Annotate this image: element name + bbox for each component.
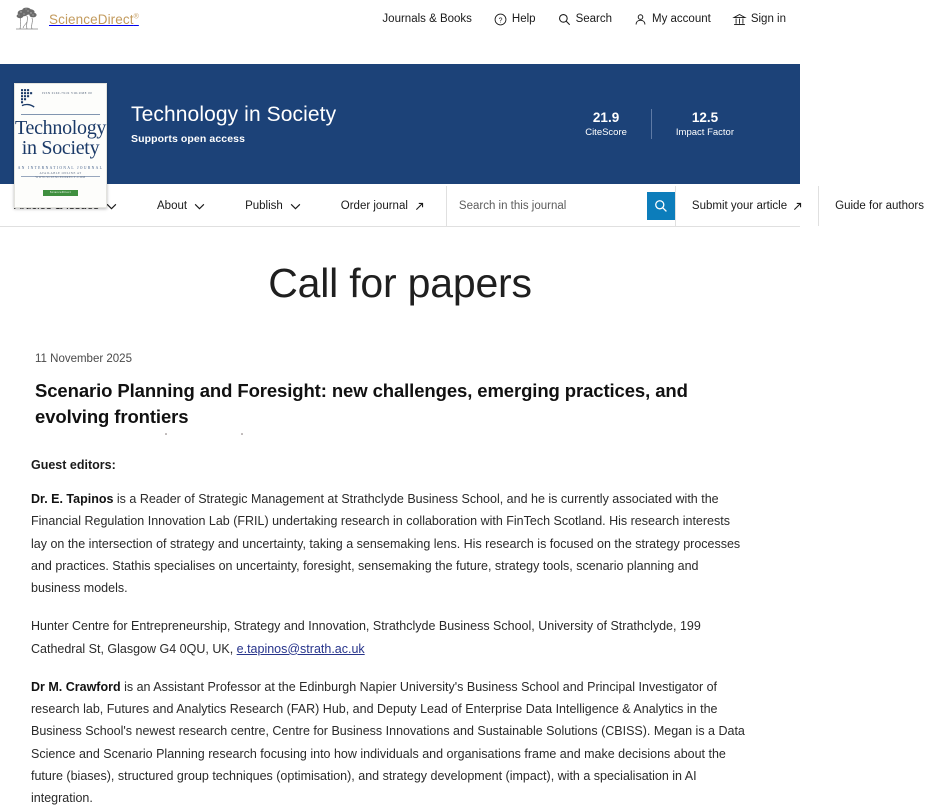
open-access-note: Supports open access — [131, 133, 246, 146]
sciencedirect-wordmark: ScienceDirect® — [49, 11, 139, 27]
main-content — [0, 261, 800, 809]
search-input[interactable] — [447, 186, 647, 226]
journal-title: Technology in Society — [131, 102, 337, 126]
nav-help-label: Help — [511, 13, 536, 25]
site-utility-bar — [0, 0, 800, 38]
jnav-publish[interactable] — [245, 200, 323, 212]
metric-impact-factor-value: 12.5 — [691, 109, 719, 125]
editor-affiliation-tapinos-text: Hunter Centre for Entrepreneurship, Strategy and Innovation, Strathclyde Business School, University of Strathclyde, 199 Cathedral St, Glasgow G4 0QU, UK, — [31, 619, 701, 656]
utility-nav — [382, 13, 786, 26]
guest-editors-heading: Guest editors: — [31, 458, 116, 473]
publication-date: 11 November 2025 — [35, 353, 132, 366]
cover-footer — [15, 171, 106, 199]
person-icon — [634, 13, 647, 26]
nav-journals-and-books-label: Journals & Books — [382, 13, 472, 25]
journal-metrics — [561, 64, 758, 184]
journal-nav — [0, 186, 924, 227]
elsevier-logo-icon — [21, 89, 38, 110]
journal-banner — [0, 38, 800, 194]
svg-text:?: ? — [498, 16, 503, 24]
jnav-publish-label: Publish — [245, 200, 283, 212]
editor-affiliation-tapinos — [31, 615, 747, 660]
submit-your-article-link[interactable] — [675, 186, 818, 226]
nav-help[interactable] — [494, 13, 536, 26]
submit-your-article-label: Submit your article — [691, 200, 788, 212]
nav-sign-in[interactable] — [733, 13, 786, 26]
jnav-about-label: About — [157, 200, 188, 212]
nav-my-account[interactable] — [634, 13, 711, 26]
search-icon — [558, 13, 571, 26]
decorative-dot — [165, 433, 167, 435]
jnav-order-journal[interactable] — [341, 200, 446, 212]
nav-search[interactable] — [558, 13, 612, 26]
jnav-about[interactable] — [157, 200, 227, 212]
external-link-arrow-icon — [793, 202, 802, 211]
metric-impact-factor[interactable] — [651, 109, 758, 140]
editor-name-crawford: Dr M. Crawford — [31, 679, 121, 694]
chevron-down-icon — [194, 203, 205, 210]
journal-cover-image[interactable] — [14, 83, 107, 208]
search-submit-button[interactable] — [647, 192, 675, 220]
journal-nav-right — [675, 186, 940, 226]
metric-citescore[interactable] — [561, 109, 651, 140]
nav-my-account-label: My account — [652, 13, 711, 25]
nav-sign-in-label: Sign in — [750, 13, 786, 25]
metric-citescore-label: CiteScore — [585, 126, 627, 138]
cover-footer-text: AVAILABLE ONLINE AT WWW.SCIENCEDIRECT.COM — [35, 170, 86, 179]
editor-bio-tapinos-text: is a Reader of Strategic Management at Strathclyde Business School, and he is currently associated with the Financial Regulation Innovation Lab (FRIL) undertaking research in collaboration with FinTech Scotland. His research interests lay on the intersection of strategy and uncertainty, taking a sensemaking lens. His research is focused on the strategy processes and practices. Stathis specialises on uncertainty, foresight, sensemaking the future, strategy tools, scenario planning and business models. — [31, 492, 741, 596]
external-link-arrow-icon — [415, 202, 424, 211]
editor-bio-tapinos — [31, 488, 747, 599]
banner-text-block — [131, 64, 336, 184]
guide-for-authors-label: Guide for authors — [835, 200, 924, 212]
cover-divider-top — [21, 114, 100, 115]
guide-for-authors-link[interactable] — [818, 186, 940, 226]
trademark-mark: ® — [133, 13, 139, 20]
editor-name-tapinos: Dr. E. Tapinos — [31, 492, 114, 507]
cover-issn-text: ISSN 0160-791X VOLUME 00 — [42, 91, 93, 95]
decorative-dot — [241, 433, 243, 435]
editor-bio-crawford-text: is an Assistant Professor at the Edinburgh Napier University's Business School and Principal Investigator of research lab, Futures and Analytics Research (FAR) Hub, and Deputy Lead of Enterprise Data Intelligence & Analytics in the Business School's newest research centre, Centre for Business Innovations and Sustainable Solutions (CBISS). Megan is a Data Science and Scenario Planning research focusing into how individuals and organisations frame and make decisions about the future (biases), structured group techniques (optimisation), and strategy development (impact), with a specialisation in AI integration. — [31, 679, 745, 806]
cover-title-line2: in Society — [21, 137, 100, 160]
chevron-down-icon — [106, 203, 117, 210]
decorative-dots — [35, 429, 770, 438]
page-title: Call for papers — [268, 260, 532, 306]
metric-citescore-value: 21.9 — [592, 109, 620, 125]
metric-impact-factor-label: Impact Factor — [675, 126, 734, 138]
cover-footer-badge: ScienceDirect — [43, 190, 78, 196]
sciencedirect-logo-link[interactable] — [14, 6, 139, 32]
cover-title — [15, 118, 106, 159]
sciencedirect-tree-icon — [14, 6, 40, 32]
editor-email-link-tapinos[interactable]: e.tapinos@strath.ac.uk — [236, 641, 365, 656]
journal-search — [446, 186, 675, 226]
cover-title-line1: Technology — [15, 117, 107, 139]
call-for-papers-title: Scenario Planning and Foresight: new challenges, emerging practices, and evolving frontiers — [35, 380, 688, 427]
editor-bio-crawford — [31, 676, 747, 809]
help-circle-icon — [494, 13, 507, 26]
search-icon — [654, 199, 668, 213]
chevron-down-icon — [290, 203, 301, 210]
nav-search-label: Search — [575, 13, 613, 25]
institution-icon — [733, 13, 746, 26]
nav-journals-and-books[interactable] — [382, 13, 472, 25]
jnav-order-journal-label: Order journal — [340, 200, 408, 212]
cover-subtitle: AN INTERNATIONAL JOURNAL — [17, 166, 104, 170]
